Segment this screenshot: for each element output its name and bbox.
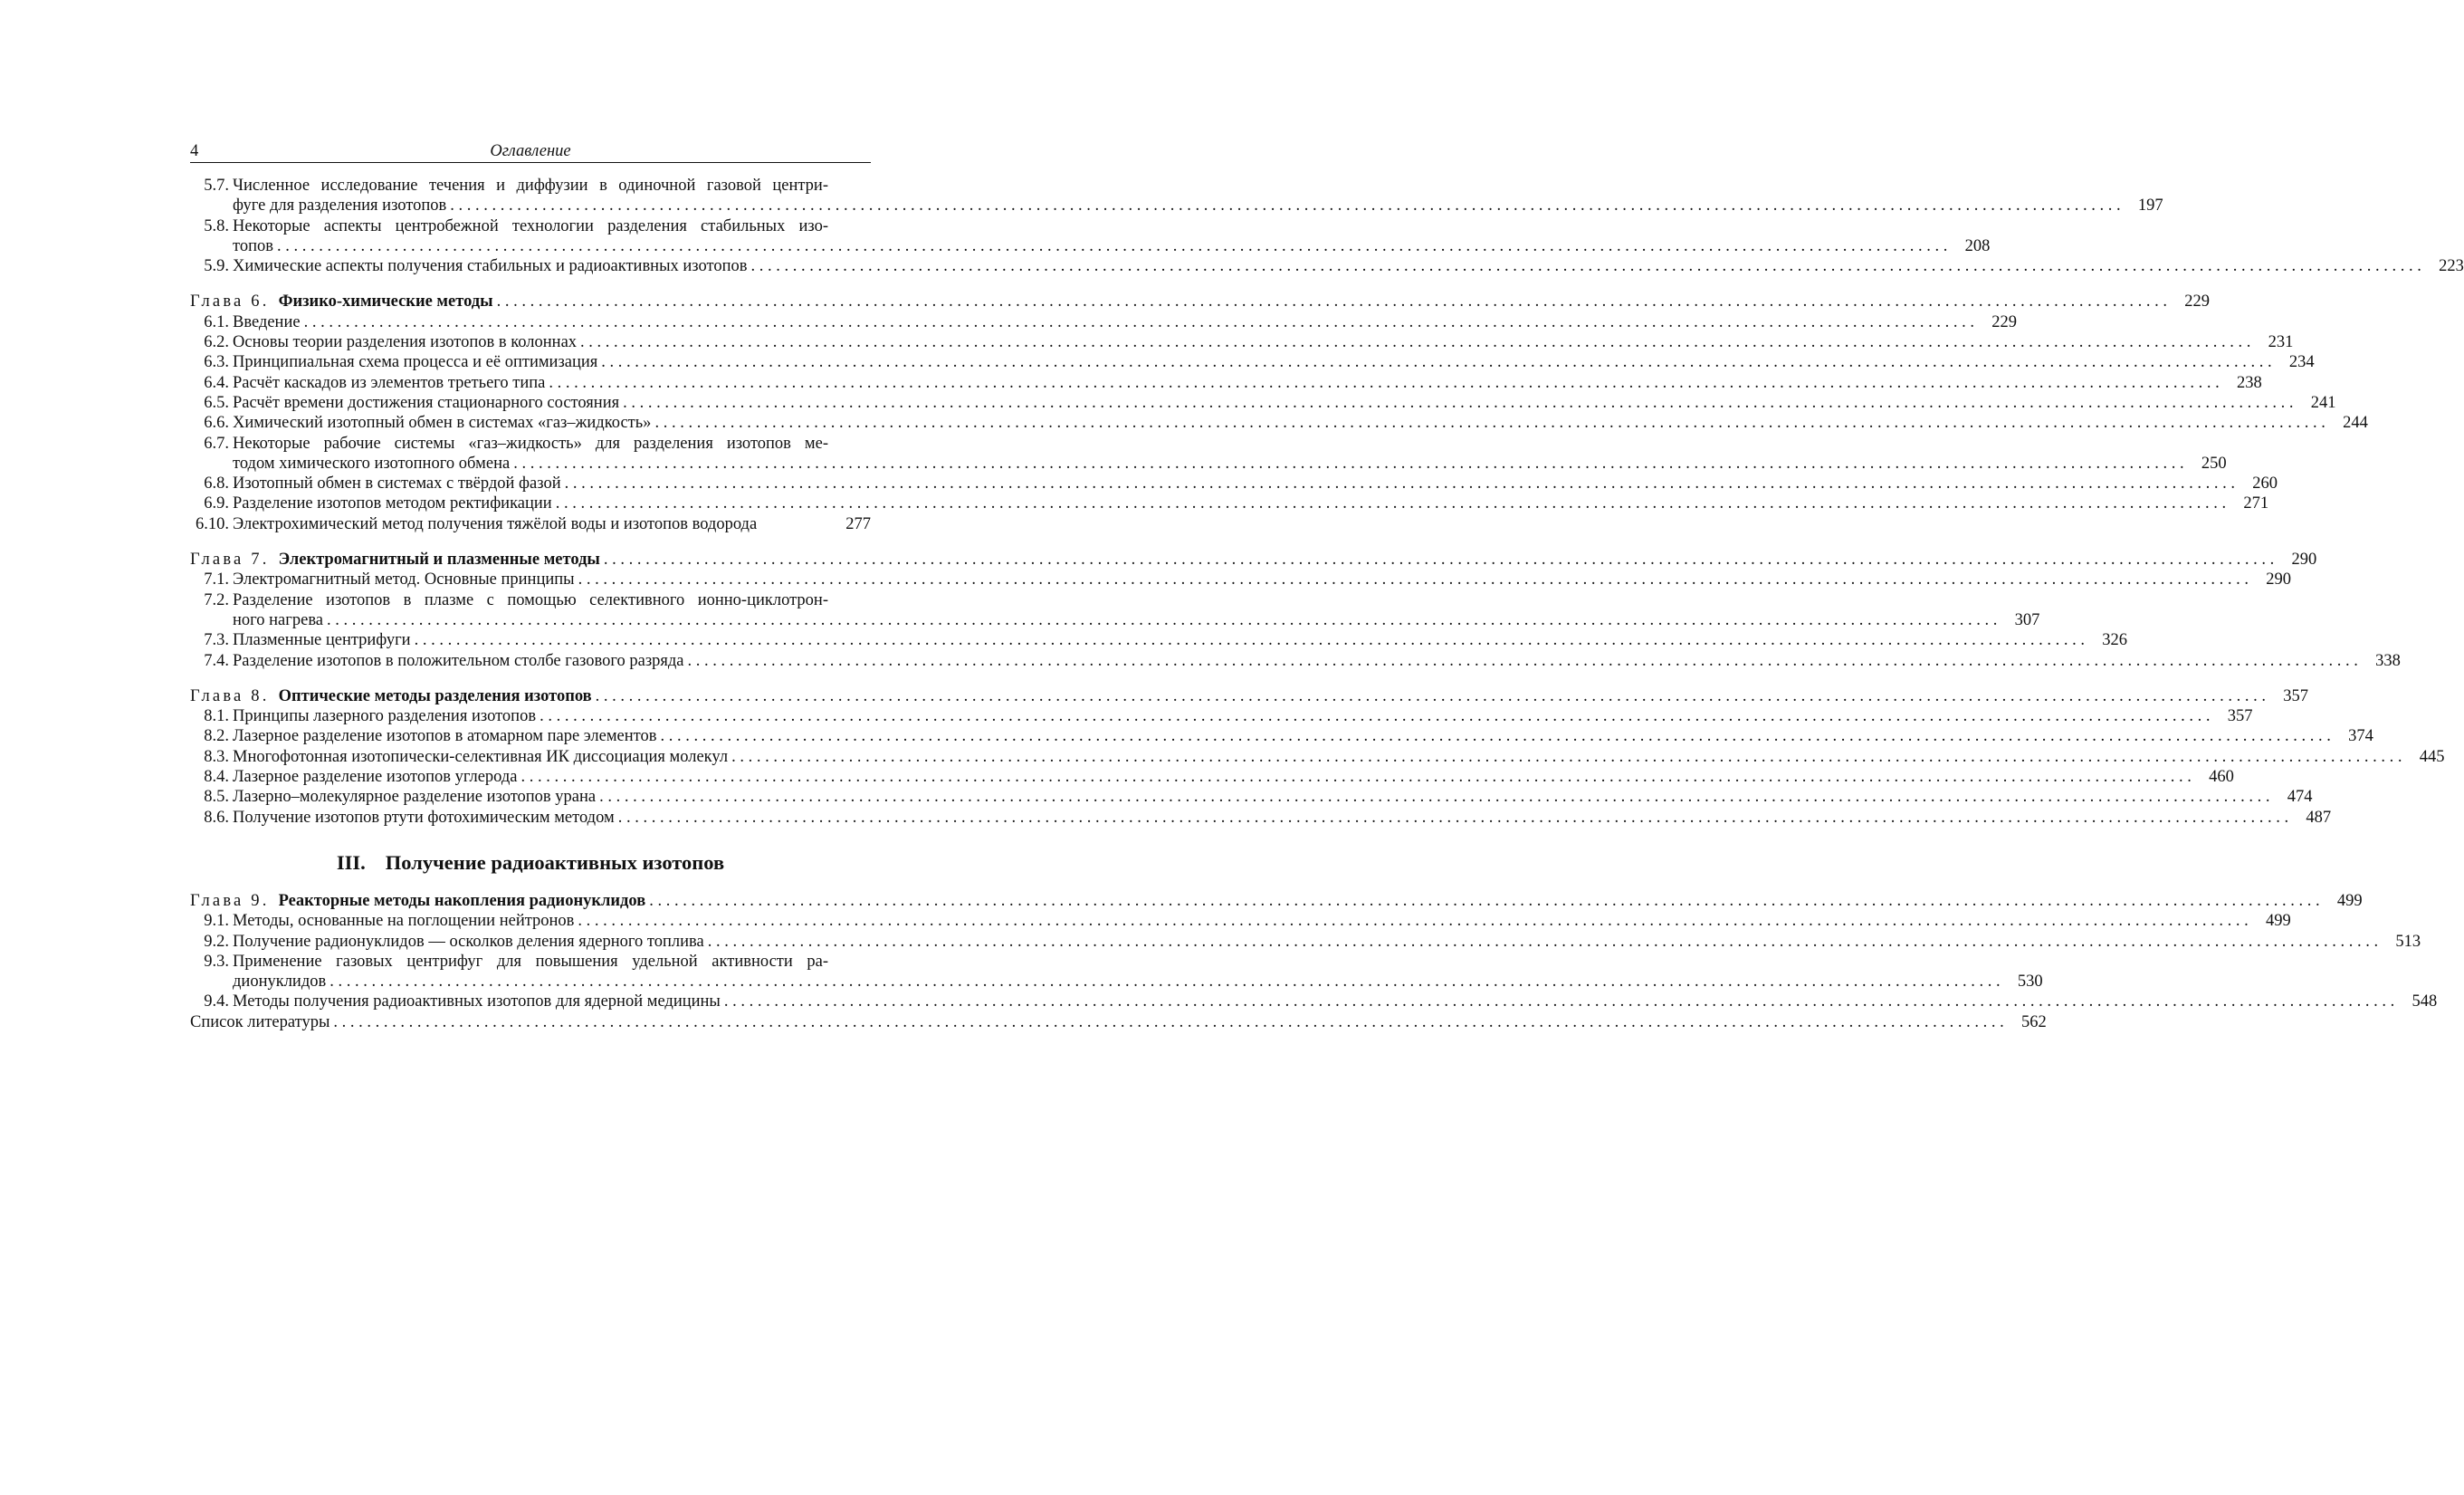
running-header (190, 140, 871, 163)
toc-entry-line (190, 312, 2017, 332)
section-title: Получение изотопов ртути фотохимическим методом (233, 808, 615, 827)
page-ref: 290 (2291, 551, 2317, 570)
page-ref: 487 (2306, 808, 2332, 827)
toc-entry (190, 514, 871, 534)
bibliography-entry (190, 1012, 2047, 1032)
page-ref: 338 (2375, 651, 2401, 670)
chapter-block (190, 292, 2368, 534)
toc-entry-line (190, 494, 2269, 513)
section-number: 7.3. (204, 631, 229, 650)
toc-entry-line (190, 992, 2438, 1011)
section-number: 6.9. (204, 494, 229, 513)
toc-entry-line (190, 630, 2127, 650)
toc-entry-line (190, 610, 2040, 630)
section-number: 6.1. (204, 312, 229, 331)
section-title: Применение газовых центрифуг для повышения удельной активности ра- (233, 952, 828, 971)
section-title: ного нагрева (233, 610, 324, 629)
page-ref: 208 (1964, 236, 1991, 255)
toc-entry (190, 706, 2253, 726)
section-number: 6.10. (196, 514, 229, 533)
toc-entry (190, 911, 2291, 931)
section-title: Лазерное разделение изотопов углерода (233, 768, 518, 787)
section-number: 5.8. (204, 216, 229, 235)
toc-entry (190, 413, 2368, 433)
dot-leader: . . . . . . . . . . . . . . . . . . . . . . . . . . . . . . . . . . . . . . . . . . . . . . . . . . . . . . . . . . . . . . . . . . . . . . . . . . . . . . . . . . . . . . . . . . . . . . . . . . . . . . . . . . . . . . . . . . . . . . . . . . . . . . . . . . . . . . . . . . . . . . . . . . . . . . . . . . . . . . . . . . . . . . . . . . . . . . . . . . . . . . . . . . . . . . . . . . . . . . . . (276, 236, 1948, 255)
dot-leader: . . . . . . . . . . . . . . . . . . . . . . . . . . . . . . . . . . . . . . . . . . . . . . . . . . . . . . . . . . . . . . . . . . . . . . . . . . . . . . . . . . . . . . . . . . . . . . . . . . . . . . . . . . . . . . . . . . . . . . . . . . . . . . . . . . . . . . . . . . . . . . . . . . . . . . . . . . . . . . . . . . . . . . . . . . . . . . . . . . . . . . . . . . . . . . . . . . . . . . . . (578, 912, 2249, 931)
toc-entry (190, 216, 1991, 257)
toc-entry (190, 176, 2163, 216)
section-title: Введение (233, 312, 301, 331)
toc-entry-line (190, 911, 2291, 931)
toc-entry-line (190, 434, 871, 454)
chapter-block (190, 550, 2401, 671)
page-ref: 244 (2343, 414, 2368, 433)
chapter-heading (190, 686, 2309, 706)
dot-leader: . . . . . . . . . . . . . . . . . . . . . . . . . . . . . . . . . . . . . . . . . . . . . . . . . . . . . . . . . . . . . . . . . . . . . . . . . . . . . . . . . . . . . . . . . . . . . . . . . . . . . . . . . . . . . . . . . . . . . . . . . . . . . . . . . . . . . . . . . . . . . . . . . . . . . . . . . . . . . . . . . . . . . . . . . . . . . . . . . . . . . . . . . . . . . . . . . . . . . . . . (450, 196, 2121, 216)
section-number: 6.6. (204, 414, 229, 433)
section-title: Электромагнитный метод. Основные принципы (233, 570, 575, 589)
toc-entry (190, 767, 2234, 787)
toc-entry-line (190, 932, 2421, 952)
page-ref: 548 (2411, 992, 2438, 1011)
section-title: Получение радионуклидов — осколков деления ядерного топлива (233, 932, 704, 951)
dot-leader: . . . . . . . . . . . . . . . . . . . . . . . . . . . . . . . . . . . . . . . . . . . . . . . . . . . . . . . . . . . . . . . . . . . . . . . . . . . . . . . . . . . . . . . . . . . . . . . . . . . . . . . . . . . . . . . . . . . . . . . . . . . . . . . . . . . . . . . . . . . . . . . . . . . . . . . . . . . . . . . . . . . . . . . . . . . . . . . . . . . . . . . . . . . . . . . . . . . . . . . . (601, 353, 2272, 372)
page-ref: 357 (2283, 686, 2309, 705)
toc-entry (190, 787, 2313, 807)
page-ref: 197 (2137, 196, 2163, 216)
chapter-block (190, 891, 2438, 1012)
dot-leader: . . . . . . . . . . . . . . . . . . . . . . . . . . . . . . . . . . . . . . . . . . . . . . . . . . . . . . . . . . . . . . . . . . . . . . . . . . . . . . . . . . . . . . . . . . . . . . . . . . . . . . . . . . . . . . . . . . . . . . . . . . . . . . . . . . . . . . . . . . . . . . . . . . . . . . . . . . . . . . . . . . . . . . . . . . . . . . . . . . . . . . . . . . . . . . . . . . . . . . . . (595, 686, 2267, 705)
page-ref: 460 (2209, 768, 2234, 787)
toc-entry (190, 474, 2278, 494)
toc-entry (190, 434, 2227, 474)
dot-leader: . . . . . . . . . . . . . . . . . . . . . . . . . . . . . . . . . . . . . . . . . . . . . . . . . . . . . . . . . . . . . . . . . . . . . . . . . . . . . . . . . . . . . . . . . . . . . . . . . . . . . . . . . . . . . . . . . . . . . . . . . . . . . . . . . . . . . . . . . . . . . . . . . . . . . . . . . . . . . . . . . . . . . . . . . . . . . . . . . . . . . . . . . . . . . . . . . . . . . . . . (707, 932, 2379, 951)
section-title: Химический изотопный обмен в системах «газ–жидкость» (233, 414, 652, 433)
section-title: Разделение изотопов в положительном столбе газового разряда (233, 651, 684, 670)
toc-entry (190, 393, 2336, 413)
dot-leader: . . . . . . . . . . . . . . . . . . . . . . . . . . . . . . . . . . . . . . . . . . . . . . . . . . . . . . . . . . . . . . . . . . . . . . . . . . . . . . . . . . . . . . . . . . . . . . . . . . . . . . . . . . . . . . . . . . . . . . . . . . . . . . . . . . . . . . . . . . . . . . . . . . . . . . . . . . . . . . . . . . . . . . . . . . . . . . . . . . . . . . . . . . . . . . . . . . . . . . . . (540, 707, 2211, 726)
page-ref: 229 (2184, 292, 2210, 311)
section-number: 6.7. (204, 434, 229, 453)
section-title: Методы получения радиоактивных изотопов для ядерной медицины (233, 992, 721, 1011)
spacer (757, 514, 828, 534)
toc-entry-line (190, 952, 871, 972)
section-title: Некоторые рабочие системы «газ–жидкость» для разделения изотопов ме- (233, 434, 828, 453)
section-title: Многофотонная изотопически-селективная ИК диссоциация молекул (233, 747, 729, 766)
section-title: Расчёт каскадов из элементов третьего типа (233, 373, 546, 392)
section-number: 9.4. (204, 992, 229, 1011)
toc-entry (190, 747, 2445, 767)
dot-leader: . . . . . . . . . . . . . . . . . . . . . . . . . . . . . . . . . . . . . . . . . . . . . . . . . . . . . . . . . . . . . . . . . . . . . . . . . . . . . . . . . . . . . . . . . . . . . . . . . . . . . . . . . . . . . . . . . . . . . . . . . . . . . . . . . . . . . . . . . . . . . . . . . . . . . . . . . . . . . . . . . . . . . . . . . . . . . . . . . . . . . . . . . . . . . . . . . . . . . . . . (564, 474, 2235, 494)
toc-entry-line (190, 514, 871, 534)
toc-entry (190, 332, 2294, 352)
section-number: 7.2. (204, 590, 229, 609)
section-group (190, 176, 2464, 276)
section-number: 6.3. (204, 353, 229, 372)
section-number: 6.8. (204, 474, 229, 494)
toc-entry (190, 256, 2464, 276)
chapter-heading (190, 292, 2210, 311)
running-title: Оглавление (490, 142, 571, 160)
section-number: 6.4. (204, 373, 229, 392)
page-number: 4 (190, 142, 199, 160)
toc-entry (190, 312, 2017, 332)
part-number: III. (336, 850, 366, 874)
toc-entry-line (190, 352, 2315, 372)
page-ref: 229 (1991, 312, 2017, 331)
toc-entry (190, 726, 2373, 746)
toc-entry-line (190, 216, 871, 236)
dot-leader: . . . . . . . . . . . . . . . . . . . . . . . . . . . . . . . . . . . . . . . . . . . . . . . . . . . . . . . . . . . . . . . . . . . . . . . . . . . . . . . . . . . . . . . . . . . . . . . . . . . . . . . . . . . . . . . . . . . . . . . . . . . . . . . . . . . . . . . . . . . . . . . . . . . . . . . . . . . . . . . . . . . . . . . . . . . . . . . . . . . . . . . . . . . . . . . . . . . . . . . . (723, 992, 2395, 1011)
toc-entry-line (190, 972, 2043, 992)
dot-leader: . . . . . . . . . . . . . . . . . . . . . . . . . . . . . . . . . . . . . . . . . . . . . . . . . . . . . . . . . . . . . . . . . . . . . . . . . . . . . . . . . . . . . . . . . . . . . . . . . . . . . . . . . . . . . . . . . . . . . . . . . . . . . . . . . . . . . . . . . . . . . . . . . . . . . . . . . . . . . . . . . . . . . . . . . . . . . . . . . . . . . . . . . . . . . . . . . . . . . . . . (333, 1012, 2004, 1031)
toc-entry (190, 494, 2269, 513)
dot-leader: . . . . . . . . . . . . . . . . . . . . . . . . . . . . . . . . . . . . . . . . . . . . . . . . . . . . . . . . . . . . . . . . . . . . . . . . . . . . . . . . . . . . . . . . . . . . . . . . . . . . . . . . . . . . . . . . . . . . . . . . . . . . . . . . . . . . . . . . . . . . . . . . . . . . . . . . . . . . . . . . . . . . . . . . . . . . . . . . . . . . . . . . . . . . . . . . . . . . . . . . (617, 808, 2289, 827)
chapter-label: Глава 6. (190, 292, 270, 311)
section-title: Основы теории разделения изотопов в колоннах (233, 333, 578, 352)
toc-entry-line (190, 726, 2373, 746)
section-title: тодом химического изотопного обмена (233, 454, 511, 473)
dot-leader: . . . . . . . . . . . . . . . . . . . . . . . . . . . . . . . . . . . . . . . . . . . . . . . . . . . . . . . . . . . . . . . . . . . . . . . . . . . . . . . . . . . . . . . . . . . . . . . . . . . . . . . . . . . . . . . . . . . . . . . . . . . . . . . . . . . . . . . . . . . . . . . . . . . . . . . . . . . . . . . . . . . . . . . . . . . . . . . . . . . . . . . . . . . . . . . . . . . . . . . . (520, 768, 2192, 787)
toc-entry (190, 630, 2127, 650)
chapter-label: Глава 8. (190, 686, 270, 705)
page-ref: 474 (2287, 788, 2313, 807)
toc-entry-line (190, 413, 2368, 433)
section-number: 8.2. (204, 727, 229, 746)
toc-entry-line (190, 236, 1991, 256)
section-title: Изотопный обмен в системах с твёрдой фазой (233, 474, 561, 494)
dot-leader: . . . . . . . . . . . . . . . . . . . . . . . . . . . . . . . . . . . . . . . . . . . . . . . . . . . . . . . . . . . . . . . . . . . . . . . . . . . . . . . . . . . . . . . . . . . . . . . . . . . . . . . . . . . . . . . . . . . . . . . . . . . . . . . . . . . . . . . . . . . . . . . . . . . . . . . . . . . . . . . . . . . . . . . . . . . . . . . . . . . . . . . . . . . . . . . . . . . . . . . . (580, 333, 2251, 352)
page-ref: 238 (2237, 373, 2262, 392)
page-ref: 250 (2201, 454, 2227, 473)
section-title: Лазерно–молекулярное разделение изотопов урана (233, 788, 597, 807)
page-ref: 277 (845, 514, 871, 533)
toc-entry (190, 808, 2332, 828)
dot-leader: . . . . . . . . . . . . . . . . . . . . . . . . . . . . . . . . . . . . . . . . . . . . . . . . . . . . . . . . . . . . . . . . . . . . . . . . . . . . . . . . . . . . . . . . . . . . . . . . . . . . . . . . . . . . . . . . . . . . . . . . . . . . . . . . . . . . . . . . . . . . . . . . . . . . . . . . . . . . . . . . . . . . . . . . . . . . . . . . . . . . . . . . . . . . . . . . . . . . . . . . (303, 312, 1974, 331)
page-ref: 530 (2017, 973, 2043, 992)
toc-entry-line (190, 767, 2234, 787)
chapter-label: Глава 9. (190, 891, 270, 910)
toc-entry (190, 651, 2401, 671)
dot-leader: . . . . . . . . . . . . . . . . . . . . . . . . . . . . . . . . . . . . . . . . . . . . . . . . . . . . . . . . . . . . . . . . . . . . . . . . . . . . . . . . . . . . . . . . . . . . . . . . . . . . . . . . . . . . . . . . . . . . . . . . . . . . . . . . . . . . . . . . . . . . . . . . . . . . . . . . . . . . . . . . . . . . . . . . . . . . . . . . . . . . . . . . . . . . . . . . . . . . . . . . (649, 891, 2320, 910)
chapter-block (190, 686, 2445, 828)
section-title: Электрохимический метод получения тяжёлой воды и изотопов водорода (233, 514, 758, 533)
section-title: Разделение изотопов в плазме с помощью селективного ионно-циклотрон- (233, 590, 828, 609)
dot-leader: . . . . . . . . . . . . . . . . . . . . . . . . . . . . . . . . . . . . . . . . . . . . . . . . . . . . . . . . . . . . . . . . . . . . . . . . . . . . . . . . . . . . . . . . . . . . . . . . . . . . . . . . . . . . . . . . . . . . . . . . . . . . . . . . . . . . . . . . . . . . . . . . . . . . . . . . . . . . . . . . . . . . . . . . . . . . . . . . . . . . . . . . . . . . . . . . . . . . . . . . (660, 727, 2331, 746)
toc-entry (190, 932, 2421, 952)
section-number: 7.4. (204, 651, 229, 670)
dot-leader: . . . . . . . . . . . . . . . . . . . . . . . . . . . . . . . . . . . . . . . . . . . . . . . . . . . . . . . . . . . . . . . . . . . . . . . . . . . . . . . . . . . . . . . . . . . . . . . . . . . . . . . . . . . . . . . . . . . . . . . . . . . . . . . . . . . . . . . . . . . . . . . . . . . . . . . . . . . . . . . . . . . . . . . . . . . . . . . . . . . . . . . . . . . . . . . . . . . . . . . . (496, 292, 2167, 311)
table-of-contents (190, 176, 2464, 1032)
page-ref: 260 (2252, 474, 2278, 494)
toc-entry (190, 952, 2043, 992)
section-number: 8.1. (204, 707, 229, 726)
part-title: Получение радиоактивных изотопов (385, 850, 725, 874)
dot-leader: . . . . . . . . . . . . . . . . . . . . . . . . . . . . . . . . . . . . . . . . . . . . . . . . . . . . . . . . . . . . . . . . . . . . . . . . . . . . . . . . . . . . . . . . . . . . . . . . . . . . . . . . . . . . . . . . . . . . . . . . . . . . . . . . . . . . . . . . . . . . . . . . . . . . . . . . . . . . . . . . . . . . . . . . . . . . . . . . . . . . . . . . . . . . . . . . . . . . . . . . (731, 747, 2402, 766)
dot-leader: . . . . . . . . . . . . . . . . . . . . . . . . . . . . . . . . . . . . . . . . . . . . . . . . . . . . . . . . . . . . . . . . . . . . . . . . . . . . . . . . . . . . . . . . . . . . . . . . . . . . . . . . . . . . . . . . . . . . . . . . . . . . . . . . . . . . . . . . . . . . . . . . . . . . . . . . . . . . . . . . . . . . . . . . . . . . . . . . . . . . . . . . . . . . . . . . . . . . . . . . (555, 494, 2227, 513)
page-ref: 231 (2268, 333, 2294, 352)
section-number: 9.1. (204, 912, 229, 931)
section-title: Принципиальная схема процесса и её оптимизация (233, 353, 598, 372)
section-number: 5.9. (204, 257, 229, 276)
section-title: дионуклидов (233, 973, 327, 992)
dot-leader: . . . . . . . . . . . . . . . . . . . . . . . . . . . . . . . . . . . . . . . . . . . . . . . . . . . . . . . . . . . . . . . . . . . . . . . . . . . . . . . . . . . . . . . . . . . . . . . . . . . . . . . . . . . . . . . . . . . . . . . . . . . . . . . . . . . . . . . . . . . . . . . . . . . . . . . . . . . . . . . . . . . . . . . . . . . . . . . . . . . . . . . . . . . . . . . . . . . . . . . . (327, 610, 1998, 629)
section-number: 9.2. (204, 932, 229, 951)
part-heading (190, 851, 871, 875)
section-title: Расчёт времени достижения стационарного состояния (233, 393, 620, 412)
section-number: 9.3. (204, 952, 229, 971)
toc-entry-line (190, 570, 2291, 589)
section-title: топов (233, 236, 273, 255)
page-ref: 374 (2348, 727, 2373, 746)
page-ref: 499 (2266, 912, 2291, 931)
section-number: 6.2. (204, 333, 229, 352)
section-title: фуге для разделения изотопов (233, 196, 447, 216)
toc-entry (190, 352, 2315, 372)
toc-entry (190, 570, 2291, 589)
page-ref: 307 (2014, 610, 2040, 629)
document-page (190, 140, 2464, 1032)
chapter-heading (190, 550, 2317, 570)
chapter-title: Оптические методы разделения изотопов (278, 686, 592, 705)
dot-leader: . . . . . . . . . . . . . . . . . . . . . . . . . . . . . . . . . . . . . . . . . . . . . . . . . . . . . . . . . . . . . . . . . . . . . . . . . . . . . . . . . . . . . . . . . . . . . . . . . . . . . . . . . . . . . . . . . . . . . . . . . . . . . . . . . . . . . . . . . . . . . . . . . . . . . . . . . . . . . . . . . . . . . . . . . . . . . . . . . . . . . . . . . . . . . . . . . . . . . . . . (654, 414, 2326, 433)
dot-leader: . . . . . . . . . . . . . . . . . . . . . . . . . . . . . . . . . . . . . . . . . . . . . . . . . . . . . . . . . . . . . . . . . . . . . . . . . . . . . . . . . . . . . . . . . . . . . . . . . . . . . . . . . . . . . . . . . . . . . . . . . . . . . . . . . . . . . . . . . . . . . . . . . . . . . . . . . . . . . . . . . . . . . . . . . . . . . . . . . . . . . . . . . . . . . . . . . . . . . . . . (578, 570, 2249, 589)
page-ref: 357 (2227, 707, 2253, 726)
toc-entry-line (190, 706, 2253, 726)
section-number: 8.6. (204, 808, 229, 827)
toc-entry-line (190, 747, 2445, 767)
dot-leader: . . . . . . . . . . . . . . . . . . . . . . . . . . . . . . . . . . . . . . . . . . . . . . . . . . . . . . . . . . . . . . . . . . . . . . . . . . . . . . . . . . . . . . . . . . . . . . . . . . . . . . . . . . . . . . . . . . . . . . . . . . . . . . . . . . . . . . . . . . . . . . . . . . . . . . . . . . . . . . . . . . . . . . . . . . . . . . . . . . . . . . . . . . . . . . . . . . . . . . . . (599, 788, 2270, 807)
toc-entry-line (190, 590, 871, 610)
toc-entry-line (190, 393, 2336, 413)
toc-entry-line (190, 373, 2262, 393)
section-title: Плазменные центрифуги (233, 631, 411, 650)
dot-leader: . . . . . . . . . . . . . . . . . . . . . . . . . . . . . . . . . . . . . . . . . . . . . . . . . . . . . . . . . . . . . . . . . . . . . . . . . . . . . . . . . . . . . . . . . . . . . . . . . . . . . . . . . . . . . . . . . . . . . . . . . . . . . . . . . . . . . . . . . . . . . . . . . . . . . . . . . . . . . . . . . . . . . . . . . . . . . . . . . . . . . . . . . . . . . . . . . . . . . . . . (603, 551, 2275, 570)
section-title: Принципы лазерного разделения изотопов (233, 707, 537, 726)
dot-leader: . . . . . . . . . . . . . . . . . . . . . . . . . . . . . . . . . . . . . . . . . . . . . . . . . . . . . . . . . . . . . . . . . . . . . . . . . . . . . . . . . . . . . . . . . . . . . . . . . . . . . . . . . . . . . . . . . . . . . . . . . . . . . . . . . . . . . . . . . . . . . . . . . . . . . . . . . . . . . . . . . . . . . . . . . . . . . . . . . . . . . . . . . . . . . . . . . . . . . . . . (623, 393, 2294, 412)
section-number: 5.7. (204, 177, 229, 195)
bibliography-title: Список литературы (190, 1012, 330, 1031)
section-number: 7.1. (204, 570, 229, 589)
dot-leader: . . . . . . . . . . . . . . . . . . . . . . . . . . . . . . . . . . . . . . . . . . . . . . . . . . . . . . . . . . . . . . . . . . . . . . . . . . . . . . . . . . . . . . . . . . . . . . . . . . . . . . . . . . . . . . . . . . . . . . . . . . . . . . . . . . . . . . . . . . . . . . . . . . . . . . . . . . . . . . . . . . . . . . . . . . . . . . . . . . . . . . . . . . . . . . . . . . . . . . . . (414, 631, 2085, 650)
chapter-title: Реакторные методы накопления радионуклидов (278, 891, 646, 910)
section-title: Численное исследование течения и диффузии в одиночной газовой центри- (233, 177, 828, 195)
section-number: 6.5. (204, 393, 229, 412)
page-ref: 271 (2243, 494, 2269, 513)
page-ref: 513 (2395, 932, 2421, 951)
toc-entry-line (190, 474, 2278, 494)
chapter-label: Глава 7. (190, 551, 270, 570)
toc-entry (190, 373, 2262, 393)
toc-entry-line (190, 196, 2163, 216)
dot-leader: . . . . . . . . . . . . . . . . . . . . . . . . . . . . . . . . . . . . . . . . . . . . . . . . . . . . . . . . . . . . . . . . . . . . . . . . . . . . . . . . . . . . . . . . . . . . . . . . . . . . . . . . . . . . . . . . . . . . . . . . . . . . . . . . . . . . . . . . . . . . . . . . . . . . . . . . . . . . . . . . . . . . . . . . . . . . . . . . . . . . . . . . . . . . . . . . . . . . . . . . (549, 373, 2220, 392)
page-ref: 223 (2439, 257, 2464, 276)
toc-entry-line (190, 787, 2313, 807)
dot-leader: . . . . . . . . . . . . . . . . . . . . . . . . . . . . . . . . . . . . . . . . . . . . . . . . . . . . . . . . . . . . . . . . . . . . . . . . . . . . . . . . . . . . . . . . . . . . . . . . . . . . . . . . . . . . . . . . . . . . . . . . . . . . . . . . . . . . . . . . . . . . . . . . . . . . . . . . . . . . . . . . . . . . . . . . . . . . . . . . . . . . . . . . . . . . . . . . . . . . . . . . (513, 454, 2184, 473)
page-ref: 445 (2419, 747, 2445, 766)
section-title: Методы, основанные на поглощении нейтронов (233, 912, 575, 931)
section-title: Лазерное разделение изотопов в атомарном паре элементов (233, 727, 657, 746)
chapter-heading (190, 891, 2363, 911)
section-title: Разделение изотопов методом ректификации (233, 494, 552, 513)
page-ref: 499 (2336, 891, 2363, 910)
toc-entry-line (190, 256, 2464, 276)
dot-leader: . . . . . . . . . . . . . . . . . . . . . . . . . . . . . . . . . . . . . . . . . . . . . . . . . . . . . . . . . . . . . . . . . . . . . . . . . . . . . . . . . . . . . . . . . . . . . . . . . . . . . . . . . . . . . . . . . . . . . . . . . . . . . . . . . . . . . . . . . . . . . . . . . . . . . . . . . . . . . . . . . . . . . . . . . . . . . . . . . . . . . . . . . . . . . . . . . . . . . . . . (687, 651, 2358, 670)
chapter-title: Физико-химические методы (278, 292, 493, 311)
toc-entry-line (190, 808, 2332, 828)
toc-entry-line (190, 332, 2294, 352)
toc-entry (190, 992, 2438, 1011)
dot-leader: . . . . . . . . . . . . . . . . . . . . . . . . . . . . . . . . . . . . . . . . . . . . . . . . . . . . . . . . . . . . . . . . . . . . . . . . . . . . . . . . . . . . . . . . . . . . . . . . . . . . . . . . . . . . . . . . . . . . . . . . . . . . . . . . . . . . . . . . . . . . . . . . . . . . . . . . . . . . . . . . . . . . . . . . . . . . . . . . . . . . . . . . . . . . . . . . . . . . . . . . (329, 973, 2001, 992)
toc-entry-line (190, 454, 2227, 474)
toc-entry (190, 590, 2040, 631)
page-ref: 234 (2288, 353, 2315, 372)
section-number: 8.3. (204, 747, 229, 766)
dot-leader: . . . . . . . . . . . . . . . . . . . . . . . . . . . . . . . . . . . . . . . . . . . . . . . . . . . . . . . . . . . . . . . . . . . . . . . . . . . . . . . . . . . . . . . . . . . . . . . . . . . . . . . . . . . . . . . . . . . . . . . . . . . . . . . . . . . . . . . . . . . . . . . . . . . . . . . . . . . . . . . . . . . . . . . . . . . . . . . . . . . . . . . . . . . . . . . . . . . . . . . . (750, 257, 2421, 276)
page-ref: 562 (2021, 1012, 2047, 1031)
section-title: Некоторые аспекты центробежной технологии разделения стабильных изо- (233, 216, 828, 235)
section-number: 8.4. (204, 768, 229, 787)
page-ref: 241 (2310, 393, 2336, 412)
toc-entry-line (190, 651, 2401, 671)
page-ref: 326 (2102, 631, 2127, 650)
toc-entry-line (190, 176, 871, 196)
section-number: 8.5. (204, 788, 229, 807)
page-ref: 290 (2266, 570, 2291, 589)
chapter-title: Электромагнитный и плазменные методы (278, 551, 600, 570)
section-title: Химические аспекты получения стабильных и радиоактивных изотопов (233, 257, 748, 276)
